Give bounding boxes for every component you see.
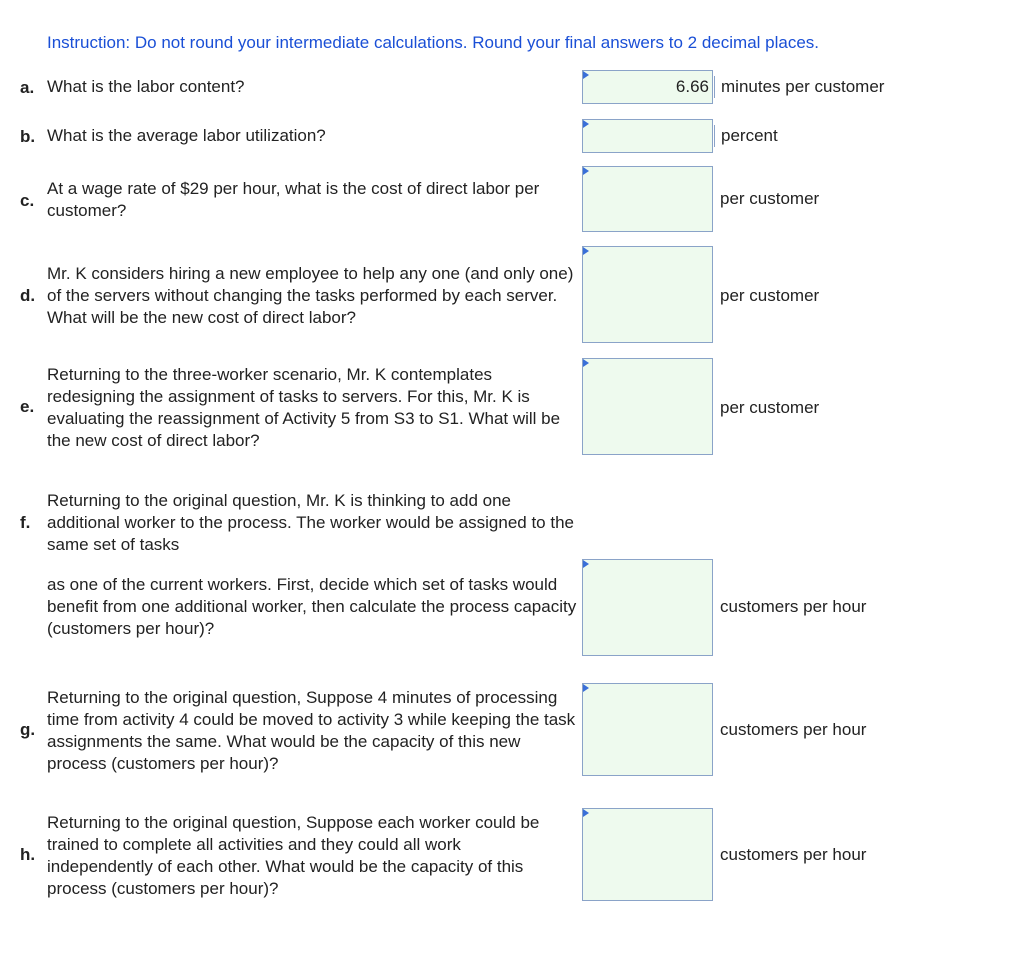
instruction-text: Instruction: Do not round your intermediate calculations. Round your final answers to 2 decimal places. [47, 33, 820, 52]
question-e-letter: e. [20, 397, 35, 416]
answer-a-input[interactable]: 6.66 [582, 70, 713, 104]
question-f-letter: f. [20, 513, 31, 532]
question-b-text: What is the average labor utilization? [47, 126, 326, 145]
question-d-letter: d. [20, 286, 36, 305]
unit-d: per customer [720, 286, 820, 305]
question-h-letter: h. [20, 845, 36, 864]
question-f-text-continued: as one of the current workers. First, decide which set of tasks would benefit from one additional worker, then calculate the process capacity (customers per hour)? [47, 575, 577, 638]
question-d-text: Mr. K considers hiring a new employee to help any one (and only one) of the servers without changing the tasks performed by each server. What will be the new cost of direct labor? [47, 264, 574, 327]
answer-b-input[interactable] [582, 119, 713, 153]
answer-f-input[interactable] [582, 559, 713, 656]
question-g-letter: g. [20, 720, 36, 739]
question-a-text: What is the labor content? [47, 77, 245, 96]
unit-a: minutes per customer [714, 76, 884, 98]
answer-e-input[interactable] [582, 358, 713, 455]
answer-c-input[interactable] [582, 166, 713, 232]
unit-f: customers per hour [720, 597, 867, 616]
question-b-letter: b. [20, 127, 36, 146]
unit-b: percent [714, 125, 778, 147]
unit-g: customers per hour [720, 720, 867, 739]
question-a-letter: a. [20, 78, 35, 97]
question-f-text: Returning to the original question, Mr. K is thinking to add one additional worker to the process. The worker would be assigned to the same set of tasks [47, 491, 574, 554]
unit-e: per customer [720, 398, 820, 417]
answer-d-input[interactable] [582, 246, 713, 343]
unit-h: customers per hour [720, 845, 867, 864]
question-e-text: Returning to the three-worker scenario, Mr. K contemplates redesigning the assignment of tasks to servers. For this, Mr. K is evaluating the reassignment of Activity 5 from S3 to S1. What will be the new cost of direct labor? [47, 365, 561, 450]
question-g-text: Returning to the original question, Suppose 4 minutes of processing time from activity 4 could be moved to activity 3 while keeping the task assignments the same. What would be the capacity of this new process (customers per hour)? [47, 688, 576, 773]
question-c-text: At a wage rate of $29 per hour, what is the cost of direct labor per customer? [47, 179, 540, 220]
question-c-letter: c. [20, 191, 35, 210]
answer-g-input[interactable] [582, 683, 713, 776]
answer-h-input[interactable] [582, 808, 713, 901]
unit-c: per customer [720, 189, 820, 208]
question-h-text: Returning to the original question, Suppose each worker could be trained to complete all activities and they could all work independently of each other. What would be the capacity of this process (customers per hour)? [47, 813, 540, 898]
